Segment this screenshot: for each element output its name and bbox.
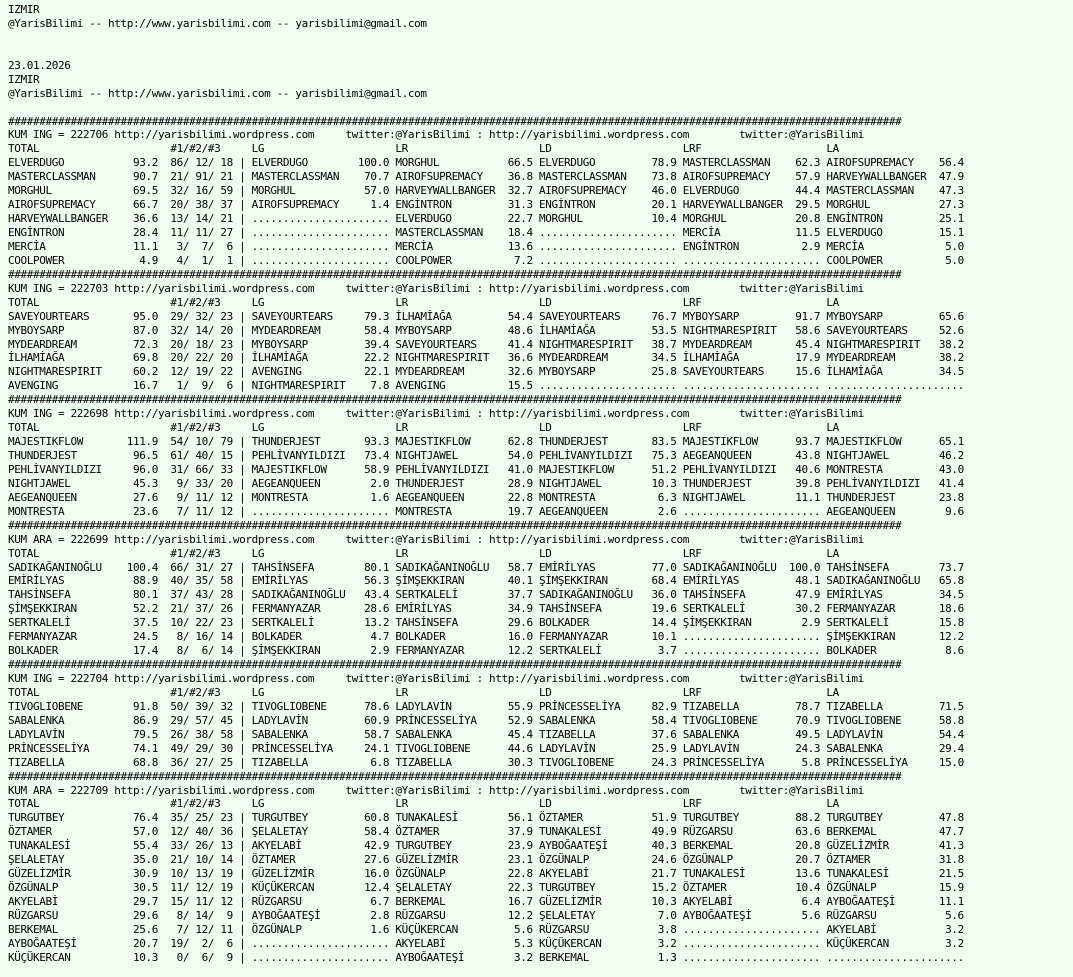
separator-line: ############################################################################################################################################### (8, 114, 902, 128)
document-header-line (8, 101, 1073, 115)
result-row: AIROFSUPREMACY 66.7 20/ 38/ 37 | AIROFSUPREMACY 1.4 ENGİNTRON 31.3 ENGİNTRON 20.1 HARVEYWALLBANGER 29.5 MORGHUL 27.3 (8, 198, 964, 212)
result-row: GÜZELİZMİR 30.9 10/ 13/ 19 | GÜZELİZMİR 16.0 ÖZGÜNALP 22.8 AKYELABİ 21.7 TUNAKALESİ 13.6 TUNAKALESİ 21.5 (8, 867, 964, 881)
result-row: MYDEARDREAM 72.3 20/ 18/ 23 | MYBOYSARP 39.4 SAVEYOURTEARS 41.4 NIGHTMARESPIRIT 38.7 MYDEARDREAM 45.4 NIGHTMARESPIRIT 38.2 (8, 337, 964, 351)
result-row: NIGHTMARESPIRIT 60.2 12/ 19/ 22 | AVENGING 22.1 MYDEARDREAM 32.6 MYBOYSARP 25.8 SAVEYOURTEARS 15.6 İLHAMİAĞA 34.5 (8, 365, 964, 379)
race-header-line: KUM ARA = 222699 http://yarisbilimi.wordpress.com twitter:@YarisBilimi : http://yarisbilimi.wordpress.com twitter:@YarisBilimi (8, 532, 864, 546)
result-row: AYBOĞAATEŞİ 20.7 19/ 2/ 6 | ...................... AKYELABİ 5.3 KÜÇÜKERCAN 3.2 ...................... KÜÇÜKERCAN 3.2 (8, 936, 964, 950)
result-row: HARVEYWALLBANGER 36.6 13/ 14/ 21 | ...................... ELVERDUGO 22.7 MORGHUL 10.4 MORGHUL 20.8 ENGİNTRON 25.1 (8, 212, 964, 226)
race-header-line: KUM ING = 222698 http://yarisbilimi.wordpress.com twitter:@YarisBilimi : http://yarisbilimi.wordpress.com twitter:@YarisBilimi (8, 407, 864, 421)
column-header-line: TOTAL #1/#2/#3 LG LR LD LRF LA (8, 295, 839, 309)
result-row: MERCİA 11.1 3/ 7/ 6 | ...................... MERCİA 13.6 ...................... ENGİNTRON 2.9 MERCİA 5.0 (8, 239, 964, 253)
result-row: THUNDERJEST 96.5 61/ 40/ 15 | PEHLİVANYILDIZI 73.4 NIGHTJAWEL 54.0 PEHLİVANYILDIZI 75.3 AEGEANQUEEN 43.8 NIGHTJAWEL 46.2 (8, 449, 964, 462)
column-header-line: TOTAL #1/#2/#3 LG LR LD LRF LA (8, 685, 839, 699)
result-row: MAJESTIKFLOW 111.9 54/ 10/ 79 | THUNDERJEST 93.3 MAJESTIKFLOW 62.8 THUNDERJEST 83.5 MAJESTIKFLOW 93.7 MAJESTIKFLOW 65.1 (8, 435, 964, 449)
document-header-line: IZMIR (8, 72, 40, 86)
result-row: TAHSİNSEFA 80.1 37/ 43/ 28 | SADIKAĞANINOĞLU 43.4 SERTKALELİ 37.7 SADIKAĞANINOĞLU 36.0 TAHSİNSEFA 47.9 EMİRİLYAS 34.5 (8, 588, 964, 602)
column-header-line: TOTAL #1/#2/#3 LG LR LD LRF LA (8, 546, 839, 560)
result-row: PEHLİVANYILDIZI 96.0 31/ 66/ 33 | MAJESTIKFLOW 58.9 PEHLİVANYILDIZI 41.0 MAJESTIKFLOW 51.2 PEHLİVANYILDIZI 40.6 MONTRESTA 43.0 (8, 462, 964, 476)
result-row: SABALENKA 86.9 29/ 57/ 45 | LADYLAVİN 60.9 PRİNCESSELİYA 52.9 SABALENKA 58.4 TIVOGLIOBENE 70.9 TIVOGLIOBENE 58.8 (8, 713, 964, 727)
result-row: ŞELALETAY 35.0 21/ 10/ 14 | ÖZTAMER 27.6 GÜZELİZMİR 23.1 ÖZGÜNALP 24.6 ÖZGÜNALP 20.7 ÖZTAMER 31.8 (8, 853, 964, 867)
result-row: TIZABELLA 68.8 36/ 27/ 25 | TIZABELLA 6.8 TIZABELLA 30.3 TIVOGLIOBENE 24.3 PRİNCESSELİYA 5.8 PRİNCESSELİYA 15.0 (8, 755, 964, 769)
race-header-line: KUM ING = 222703 http://yarisbilimi.wordpress.com twitter:@YarisBilimi : http://yarisbilimi.wordpress.com twitter:@YarisBilimi (8, 281, 864, 295)
separator-line: ############################################################################################################################################### (8, 658, 902, 672)
result-row: MONTRESTA 23.6 7/ 11/ 12 | ...................... MONTRESTA 19.7 AEGEANQUEEN 2.6 ...................... AEGEANQUEEN 9.6 (8, 504, 964, 518)
separator-line: ############################################################################################################################################### (8, 518, 902, 532)
race-header-line: KUM ING = 222706 http://yarisbilimi.wordpress.com twitter:@YarisBilimi : http://yarisbilimi.wordpress.com twitter:@YarisBilimi (8, 128, 864, 142)
document-header-line: 23.01.2026 (8, 58, 71, 72)
result-row: MYBOYSARP 87.0 32/ 14/ 20 | MYDEARDREAM 58.4 MYBOYSARP 48.6 İLHAMİAĞA 53.5 NIGHTMARESPIRIT 58.6 SAVEYOURTEARS 52.6 (8, 323, 964, 337)
separator-line: ############################################################################################################################################### (8, 267, 902, 281)
document-header-line: @YarisBilimi -- http://www.yarisbilimi.com -- yarisbilimi@gmail.com (8, 16, 427, 30)
result-row: ELVERDUGO 93.2 86/ 12/ 18 | ELVERDUGO 100.0 MORGHUL 66.5 ELVERDUGO 78.9 MASTERCLASSMAN 62.3 AIROFSUPREMACY 56.4 (8, 156, 964, 170)
result-row: SAVEYOURTEARS 95.0 29/ 32/ 23 | SAVEYOURTEARS 79.3 İLHAMİAĞA 54.4 SAVEYOURTEARS 76.7 MYBOYSARP 91.7 MYBOYSARP 65.6 (8, 309, 964, 323)
result-row: KÜÇÜKERCAN 10.3 0/ 6/ 9 | ...................... AYBOĞAATEŞİ 3.2 BERKEMAL 1.3 ...................... ...................... (8, 950, 964, 964)
result-row: AEGEANQUEEN 27.6 9/ 11/ 12 | MONTRESTA 1.6 AEGEANQUEEN 22.8 MONTRESTA 6.3 NIGHTJAWEL 11.1 THUNDERJEST 23.8 (8, 490, 964, 504)
result-row: ENGİNTRON 28.4 11/ 11/ 27 | ...................... MASTERCLASSMAN 18.4 ...................... MERCİA 11.5 ELVERDUGO 15.1 (8, 226, 964, 239)
race-header-line: KUM ING = 222704 http://yarisbilimi.wordpress.com twitter:@YarisBilimi : http://yarisbilimi.wordpress.com twitter:@YarisBilimi (8, 672, 864, 685)
result-row: ŞİMŞEKKIRAN 52.2 21/ 37/ 26 | FERMANYAZAR 28.6 EMİRİLYAS 34.9 TAHSİNSEFA 19.6 SERTKALELİ 30.2 FERMANYAZAR 18.6 (8, 602, 964, 616)
document-header-line: @YarisBilimi -- http://www.yarisbilimi.com -- yarisbilimi@gmail.com (8, 86, 427, 100)
result-row: RÜZGARSU 29.6 8/ 14/ 9 | AYBOĞAATEŞİ 2.8 RÜZGARSU 12.2 ŞELALETAY 7.0 AYBOĞAATEŞİ 5.6 RÜZGARSU 5.6 (8, 908, 964, 922)
result-row: TIVOGLIOBENE 91.8 50/ 39/ 32 | TIVOGLIOBENE 78.6 LADYLAVİN 55.9 PRİNCESSELİYA 82.9 TIZABELLA 78.7 TIZABELLA 71.5 (8, 699, 964, 713)
result-row: AKYELABİ 29.7 15/ 11/ 12 | RÜZGARSU 6.7 BERKEMAL 16.7 GÜZELİZMİR 10.3 AKYELABİ 6.4 AYBOĞAATEŞİ 11.1 (8, 895, 964, 908)
result-row: BERKEMAL 25.6 7/ 12/ 11 | ÖZGÜNALP 1.6 KÜÇÜKERCAN 5.6 RÜZGARSU 3.8 ...................... AKYELABİ 3.2 (8, 922, 964, 936)
separator-line: ############################################################################################################################################### (8, 769, 902, 783)
document-header-line (8, 45, 1073, 59)
document-header-line (8, 31, 1073, 45)
result-row: ÖZTAMER 57.0 12/ 40/ 36 | ŞELALETAY 58.4 ÖZTAMER 37.9 TUNAKALESİ 49.9 RÜZGARSU 63.6 BERKEMAL 47.7 (8, 825, 964, 839)
result-row: FERMANYAZAR 24.5 8/ 16/ 14 | BOLKADER 4.7 BOLKADER 16.0 FERMANYAZAR 10.1 ...................... ŞİMŞEKKIRAN 12.2 (8, 630, 964, 644)
result-row: LADYLAVİN 79.5 26/ 38/ 58 | SABALENKA 58.7 SABALENKA 45.4 TIZABELLA 37.6 SABALENKA 49.5 LADYLAVİN 54.4 (8, 727, 964, 741)
result-row: İLHAMİAĞA 69.8 20/ 22/ 20 | İLHAMİAĞA 22.2 NIGHTMARESPIRIT 36.6 MYDEARDREAM 34.5 İLHAMİAĞA 17.9 MYDEARDREAM 38.2 (8, 351, 964, 365)
document-header-line: IZMIR (8, 3, 40, 16)
result-row: ÖZGÜNALP 30.5 11/ 12/ 19 | KÜÇÜKERCAN 12.4 ŞELALETAY 22.3 TURGUTBEY 15.2 ÖZTAMER 10.4 ÖZGÜNALP 15.9 (8, 881, 964, 895)
result-row: SERTKALELİ 37.5 10/ 22/ 23 | SERTKALELİ 13.2 TAHSİNSEFA 29.6 BOLKADER 14.4 ŞİMŞEKKIRAN 2.9 SERTKALELİ 15.8 (8, 616, 964, 630)
column-header-line: TOTAL #1/#2/#3 LG LR LD LRF LA (8, 421, 839, 435)
result-row: COOLPOWER 4.9 4/ 1/ 1 | ...................... COOLPOWER 7.2 ...................... ...................... COOLPOWER 5.0 (8, 253, 964, 267)
column-header-line: TOTAL #1/#2/#3 LG LR LD LRF LA (8, 142, 839, 156)
result-row: AVENGING 16.7 1/ 9/ 6 | NIGHTMARESPIRIT 7.8 AVENGING 15.5 ...................... ...................... ...................... (8, 379, 964, 393)
separator-line: ############################################################################################################################################### (8, 393, 902, 407)
result-row: MORGHUL 69.5 32/ 16/ 59 | MORGHUL 57.0 HARVEYWALLBANGER 32.7 AIROFSUPREMACY 46.0 ELVERDUGO 44.4 MASTERCLASSMAN 47.3 (8, 184, 964, 198)
result-row: BOLKADER 17.4 8/ 6/ 14 | ŞİMŞEKKIRAN 2.9 FERMANYAZAR 12.2 SERTKALELİ 3.7 ...................... BOLKADER 8.6 (8, 644, 964, 658)
result-row: MASTERCLASSMAN 90.7 21/ 91/ 21 | MASTERCLASSMAN 70.7 AIROFSUPREMACY 36.8 MASTERCLASSMAN 73.8 AIROFSUPREMACY 57.9 HARVEYWALLBANGER 47.9 (8, 170, 964, 184)
result-row: NIGHTJAWEL 45.3 9/ 33/ 20 | AEGEANQUEEN 2.0 THUNDERJEST 28.9 NIGHTJAWEL 10.3 THUNDERJEST 39.8 PEHLİVANYILDIZI 41.4 (8, 476, 964, 490)
result-row: EMİRİLYAS 88.9 40/ 35/ 58 | EMİRİLYAS 56.3 ŞİMŞEKKIRAN 40.1 ŞİMŞEKKIRAN 68.4 EMİRİLYAS 48.1 SADIKAĞANINOĞLU 65.8 (8, 574, 964, 588)
column-header-line: TOTAL #1/#2/#3 LG LR LD LRF LA (8, 797, 839, 811)
result-row: PRİNCESSELİYA 74.1 49/ 29/ 30 | PRİNCESSELİYA 24.1 TIVOGLIOBENE 44.6 LADYLAVİN 25.9 LADYLAVİN 24.3 SABALENKA 29.4 (8, 741, 964, 755)
race-header-line: KUM ARA = 222709 http://yarisbilimi.wordpress.com twitter:@YarisBilimi : http://yarisbilimi.wordpress.com twitter:@YarisBilimi (8, 783, 864, 797)
result-row: TUNAKALESİ 55.4 33/ 26/ 13 | AKYELABİ 42.9 TURGUTBEY 23.9 AYBOĞAATEŞİ 40.3 BERKEMAL 20.8 GÜZELİZMİR 41.3 (8, 839, 964, 853)
result-row: SADIKAĞANINOĞLU 100.4 66/ 31/ 27 | TAHSİNSEFA 80.1 SADIKAĞANINOĞLU 58.7 EMİRİLYAS 77.0 SADIKAĞANINOĞLU 100.0 TAHSİNSEFA 73.7 (8, 560, 964, 574)
result-row: TURGUTBEY 76.4 35/ 25/ 23 | TURGUTBEY 60.8 TUNAKALESİ 56.1 ÖZTAMER 51.9 TURGUTBEY 88.2 TURGUTBEY 47.8 (8, 811, 964, 825)
